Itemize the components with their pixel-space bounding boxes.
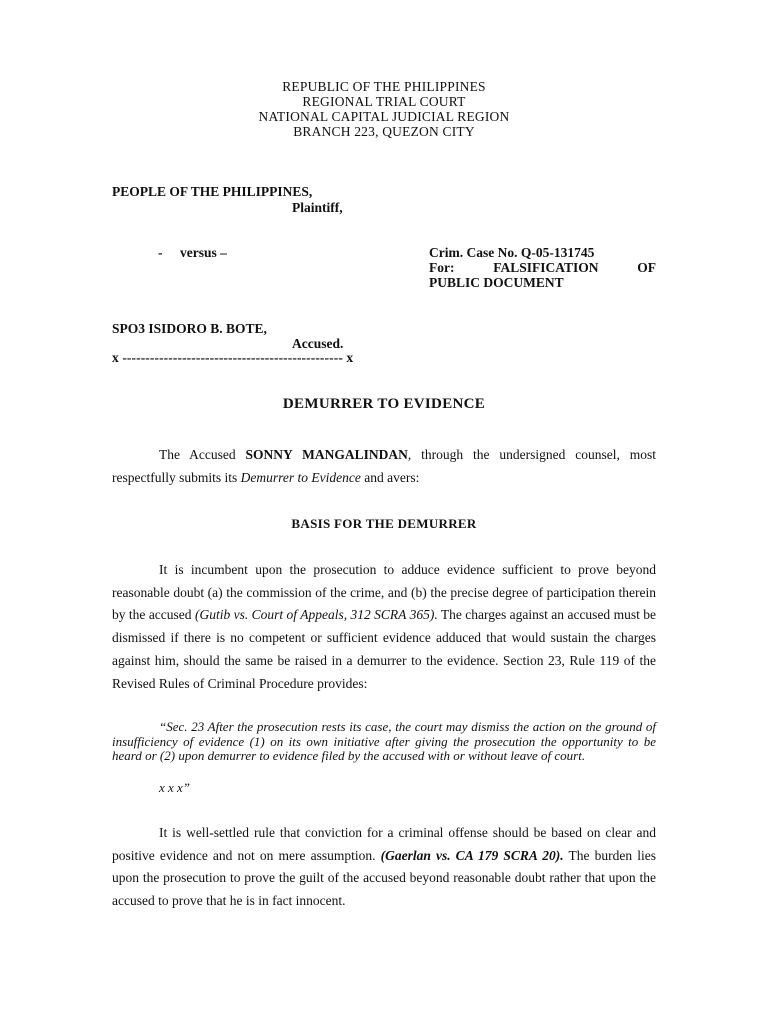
court-header-republic: REPUBLIC OF THE PHILIPPINES (282, 79, 486, 94)
document-title: DEMURRER TO EVIDENCE (282, 396, 486, 412)
accused-name: SPO3 ISIDORO B. BOTE, (112, 321, 267, 336)
offense-word-falsification: FALSIFICATION (493, 260, 599, 275)
conviction-text-1: It is well-settled rule that conviction for a criminal offense should be based on clear and positive evidence and not on mere assumption. (112, 825, 656, 863)
intro-text-1: The Accused (159, 447, 246, 462)
offense-word-of: OF (637, 260, 656, 275)
court-header-branch: BRANCH 223, QUEZON CITY (293, 124, 475, 139)
offense-line (429, 260, 656, 276)
rule-quote: “Sec. 23 After the prosecution rests its case, the court may dismiss the action on the ground of insufficiency of evidence (1) on its own initiative after giving the prosecution the opportunity to be heard or (2) upon demurrer to evidence filed by the accused with or without leave of court. (112, 719, 656, 763)
plaintiff-role: Plaintiff, (292, 200, 343, 215)
versus-dash: - (158, 245, 163, 260)
quote-ellipsis: x x x” (159, 780, 191, 795)
accused-name-bold: SONNY MANGALINDAN (245, 447, 408, 462)
basis-paragraph (112, 559, 656, 695)
caption-separator: x ------------------------------------------------ x (112, 350, 354, 365)
gaerlan-citation: (Gaerlan vs. CA 179 SCRA 20). (380, 847, 564, 863)
basis-text-2: The charges against an accused must be dismissed if there is no competent or sufficient evidence adduced that would sustain the charges against him, should the same be raised in a demurrer to the evidence. Section 23, Rule 119 of the Revised Rules of Criminal Procedure provides: (112, 607, 656, 691)
plaintiff-name: PEOPLE OF THE PHILIPPINES, (112, 184, 313, 199)
accused-role: Accused. (292, 336, 344, 351)
offense-public-document: PUBLIC DOCUMENT (429, 275, 564, 290)
court-header-rtc: REGIONAL TRIAL COURT (302, 94, 466, 109)
gutib-citation: (Gutib vs. Court of Appeals, 312 SCRA 365). (194, 607, 438, 623)
intro-text-3: and avers: (360, 469, 420, 485)
conviction-text-2: The burden lies upon the prosecution to prove the guilt of the accused beyond reasonable doubt rather that upon the accused to prove that he is in fact innocent. (112, 847, 656, 909)
versus-label: versus – (180, 245, 227, 260)
for-label: For: (429, 260, 455, 275)
demurrer-name-italic: Demurrer to Evidence (240, 469, 361, 485)
intro-paragraph (112, 444, 656, 489)
basis-text-1: It is incumbent upon the prosecution to adduce evidence sufficient to prove beyond reasonable doubt (a) the commission of the crime, and (b) the precise degree of participation therein by the accused (112, 562, 656, 623)
case-number: Crim. Case No. Q-05-131745 (429, 245, 595, 260)
conviction-paragraph (112, 822, 656, 913)
section-heading: BASIS FOR THE DEMURRER (291, 516, 477, 531)
intro-text-2: , through the undersigned counsel, most respectfully submits its (112, 447, 656, 485)
court-header-region: NATIONAL CAPITAL JUDICIAL REGION (258, 109, 510, 124)
